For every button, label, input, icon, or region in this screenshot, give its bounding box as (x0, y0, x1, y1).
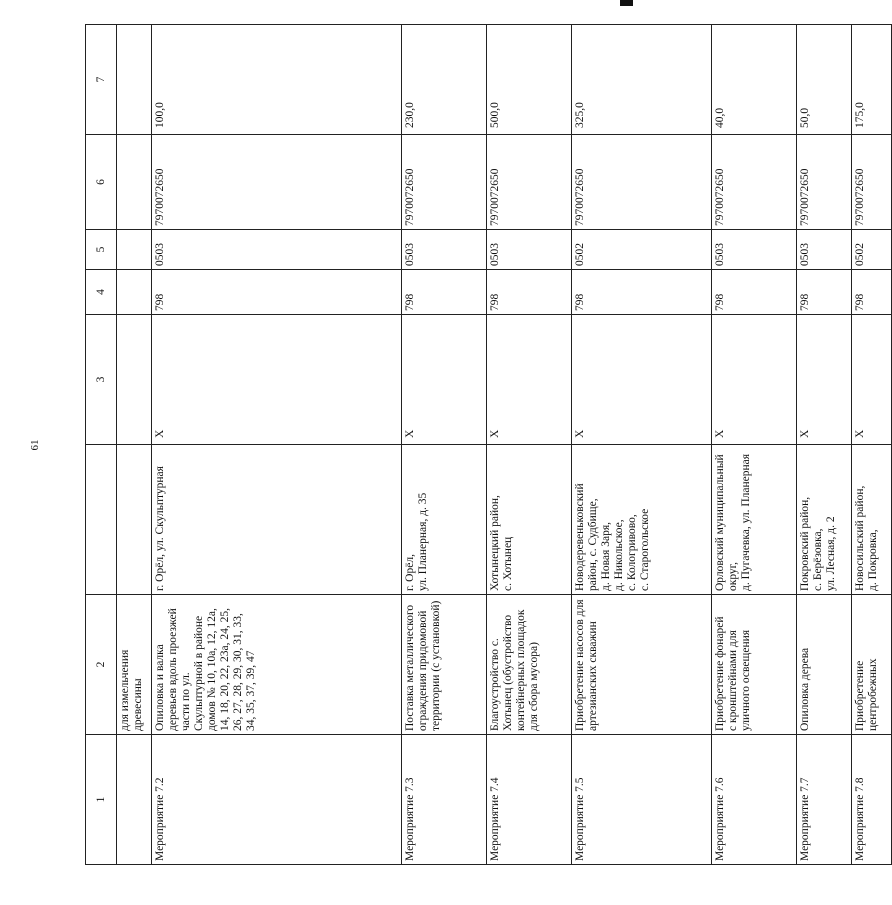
cell-line: Хотынецкий район, (489, 495, 501, 591)
cell-line: с. Берёзовка, (812, 528, 824, 591)
page-number: 61 (29, 439, 41, 451)
header-cell: 2 (86, 595, 117, 735)
col6-cell: 7970072650 (487, 135, 572, 230)
table-cell (117, 25, 152, 135)
cell-line: Опиловка и валка (154, 644, 166, 731)
cell-line: Опиловка дерева (799, 647, 811, 731)
measure-description-cell (487, 595, 572, 735)
cell-line: район, с. Судбище, (587, 498, 599, 591)
col4-cell: 798 (712, 270, 797, 315)
cell-line: древесины (132, 678, 144, 731)
measure-id-cell: Мероприятие 7.2 (152, 735, 402, 865)
col5-cell: 0503 (402, 230, 487, 270)
cell-line: д. Новая Заря, (600, 522, 612, 591)
table-cell (117, 230, 152, 270)
table-cell (117, 270, 152, 315)
table-cell (117, 315, 152, 445)
location-cell (152, 445, 402, 595)
header-cell: 3 (86, 315, 117, 445)
location-cell (712, 445, 797, 595)
measure-id-cell: Мероприятие 7.8 (852, 735, 892, 865)
cell-line: ул. Лесная, д. 2 (825, 516, 837, 591)
cell-line: деревьев вдоль проезжей (167, 608, 179, 731)
amount-cell: 500,0 (487, 25, 572, 135)
col4-cell: 798 (572, 270, 712, 315)
header-cell: 7 (86, 25, 117, 135)
cell-line: уличного освещения (740, 629, 752, 731)
cell-line: с. Хотынец (502, 536, 514, 591)
amount-cell: 40,0 (712, 25, 797, 135)
col4-cell: 798 (797, 270, 852, 315)
measure-id-cell: Мероприятие 7.6 (712, 735, 797, 865)
cell-line: д. Пугачевка, ул. Планерная (740, 453, 752, 591)
cell-line: Новосильский район, (854, 485, 866, 591)
cell-line: контейнерных площадок (515, 609, 527, 731)
measure-description-cell (152, 595, 402, 735)
measure-id-cell: Мероприятие 7.4 (487, 735, 572, 865)
measure-description-cell (572, 595, 712, 735)
cell-line: Поставка металлического (404, 604, 416, 731)
amount-cell: 230,0 (402, 25, 487, 135)
table-row (797, 25, 852, 865)
measure-description-cell (712, 595, 797, 735)
cell-line: Приобретение (854, 660, 866, 731)
col5-cell: 0502 (852, 230, 892, 270)
table-cell (117, 445, 152, 595)
cell-line: Хотынец (обустройство (502, 614, 514, 731)
cell-line: территории (с установкой) (430, 600, 442, 731)
table-row (712, 25, 797, 865)
cell-line: артезианских скважин (587, 621, 599, 731)
cell-line: Новодеревеньковский (574, 483, 586, 591)
location-cell (402, 445, 487, 595)
cell-line: домов № 10, 10а, 12, 12а, (206, 608, 218, 731)
cell-line: Скульптурной в районе (193, 615, 205, 731)
amount-cell: 175,0 (852, 25, 892, 135)
table-cell (117, 735, 152, 865)
cell-line: г. Орёл, (404, 554, 416, 591)
col6-cell: 7970072650 (402, 135, 487, 230)
amount-cell: 325,0 (572, 25, 712, 135)
cell-line: для сбора мусора) (528, 642, 540, 731)
cell-line: 34, 35, 37, 39, 47 (245, 650, 257, 731)
header-row (86, 25, 117, 865)
col3-cell: Х (712, 315, 797, 445)
col6-cell: 7970072650 (712, 135, 797, 230)
col4-cell: 798 (152, 270, 402, 315)
cell-line: Приобретение насосов для (574, 599, 586, 731)
table-row (402, 25, 487, 865)
cell-line: для измельчения (119, 649, 131, 731)
scan-corner-mark (620, 0, 633, 6)
cell-line: части по ул. (180, 672, 192, 731)
col6-cell: 7970072650 (152, 135, 402, 230)
cell-line: Покровский район, (799, 496, 811, 591)
col5-cell: 0502 (572, 230, 712, 270)
table-row (852, 25, 892, 865)
continuation-row (117, 25, 152, 865)
col3-cell: Х (852, 315, 892, 445)
cell-line: Приобретение фонарей (714, 616, 726, 731)
table-row (152, 25, 402, 865)
measure-description-cell (797, 595, 852, 735)
cell-line: 14, 18, 20, 22, 23а, 24, 25, (219, 608, 231, 731)
col5-cell: 0503 (797, 230, 852, 270)
header-cell: 5 (86, 230, 117, 270)
cell-line: Орловский муниципальный (714, 454, 726, 591)
measure-id-cell: Мероприятие 7.7 (797, 735, 852, 865)
col5-cell: 0503 (487, 230, 572, 270)
cell-line: ограждения придомовой (417, 610, 429, 731)
cell-line: с. Старогольское (639, 508, 651, 591)
table-row (572, 25, 712, 865)
cell-line: 26, 27, 28, 29, 30, 31, 33, (232, 613, 244, 731)
header-cell: 4 (86, 270, 117, 315)
budget-table-rotated (85, 25, 879, 865)
measure-id-cell: Мероприятие 7.5 (572, 735, 712, 865)
table-cell (117, 135, 152, 230)
cell-line: с кронштейнами для (727, 630, 739, 731)
measure-description-cell (852, 595, 892, 735)
cell-line: г. Орёл, ул. Скульптурная (154, 466, 166, 591)
cell-line: д. Никольское, (613, 519, 625, 591)
budget-table (85, 24, 892, 865)
col6-cell: 7970072650 (572, 135, 712, 230)
table-row (487, 25, 572, 865)
col3-cell: Х (402, 315, 487, 445)
measure-id-cell: Мероприятие 7.3 (402, 735, 487, 865)
col4-cell: 798 (852, 270, 892, 315)
table-cell (117, 595, 152, 735)
amount-cell: 100,0 (152, 25, 402, 135)
location-cell (797, 445, 852, 595)
header-cell: 1 (86, 735, 117, 865)
header-cell (86, 445, 117, 595)
header-cell: 6 (86, 135, 117, 230)
cell-line: Благоустройство с. (489, 638, 501, 731)
cell-line: д. Покровка, (867, 529, 879, 591)
cell-line: с. Кологривово, (626, 514, 638, 591)
col3-cell: Х (797, 315, 852, 445)
col4-cell: 798 (487, 270, 572, 315)
amount-cell: 50,0 (797, 25, 852, 135)
location-cell (852, 445, 892, 595)
col6-cell: 7970072650 (797, 135, 852, 230)
col4-cell: 798 (402, 270, 487, 315)
col3-cell: Х (487, 315, 572, 445)
cell-line: ул. Планерная, д. 35 (417, 492, 429, 591)
col3-cell: Х (152, 315, 402, 445)
col6-cell: 7970072650 (852, 135, 892, 230)
measure-description-cell (402, 595, 487, 735)
col3-cell: Х (572, 315, 712, 445)
col5-cell: 0503 (152, 230, 402, 270)
col5-cell: 0503 (712, 230, 797, 270)
location-cell (572, 445, 712, 595)
location-cell (487, 445, 572, 595)
cell-line: центробежных (867, 658, 879, 731)
cell-line: округ, (727, 562, 739, 591)
